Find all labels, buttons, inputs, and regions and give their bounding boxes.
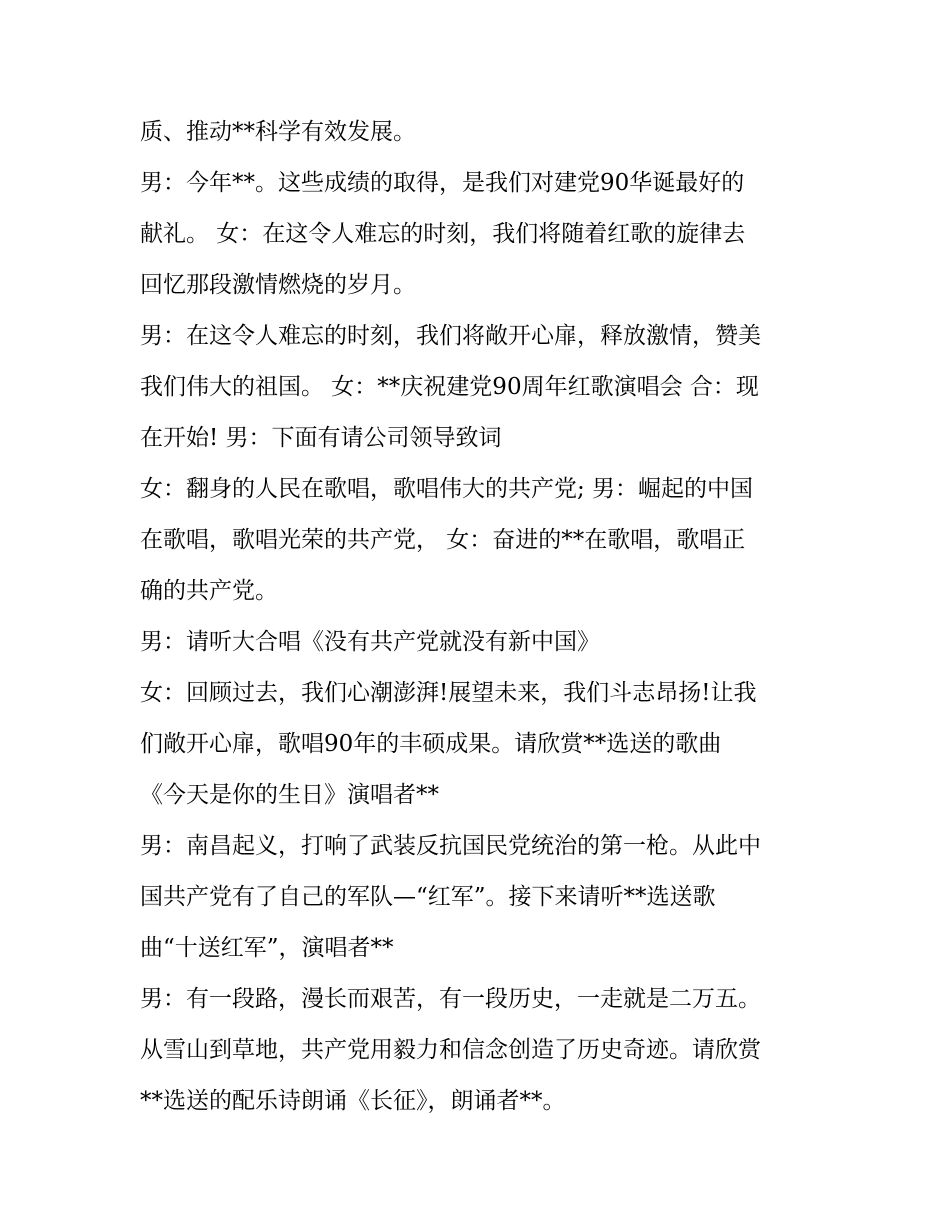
text-line: 在歌唱，歌唱光荣的共产党， 女：奋进的**在歌唱，歌唱正 bbox=[140, 527, 746, 553]
text-line: **选送的配乐诗朗诵《长征》，朗诵者**。 bbox=[140, 1088, 566, 1114]
text-line: 男：有一段路，漫长而艰苦，有一段历史，一走就是二万五。 bbox=[140, 986, 761, 1012]
document-body bbox=[140, 107, 830, 1127]
text-line: 在开始! 男：下面有请公司领导致词 bbox=[140, 425, 502, 451]
text-line: 回忆那段激情燃烧的岁月。 bbox=[140, 272, 416, 298]
text-line: 女：翻身的人民在歌唱，歌唱伟大的共产党; 男：崛起的中国 bbox=[140, 476, 754, 502]
text-line: 从雪山到草地，共产党用毅力和信念创造了历史奇迹。请欣赏 bbox=[140, 1037, 761, 1063]
text-line: 献礼。 女：在这令人难忘的时刻，我们将随着红歌的旋律去 bbox=[140, 221, 746, 247]
text-line: 男：南昌起义，打响了武装反抗国民党统治的第一枪。从此中 bbox=[140, 833, 761, 859]
text-line: 女：回顾过去，我们心潮澎湃!展望未来，我们斗志昂扬!让我 bbox=[140, 680, 757, 706]
text-line: 男：今年**。这些成绩的取得，是我们对建党90华诞最好的 bbox=[140, 170, 745, 196]
text-line: 《今天是你的生日》演唱者** bbox=[140, 782, 439, 808]
text-line: 男：请听大合唱《没有共产党就没有新中国》 bbox=[140, 629, 600, 655]
text-line: 质、推动**科学有效发展。 bbox=[140, 119, 416, 145]
text-line: 确的共产党。 bbox=[140, 578, 278, 604]
text-line: 男：在这令人难忘的时刻，我们将敞开心扉，释放激情，赞美 bbox=[140, 323, 761, 349]
text-line: 国共产党有了自己的军队—“红军”。接下来请听**选送歌 bbox=[140, 884, 716, 910]
text-line: 我们伟大的祖国。 女：**庆祝建党90周年红歌演唱会 合：现 bbox=[140, 374, 759, 400]
text-line: 们敞开心扉，歌唱90年的丰硕成果。请欣赏**选送的歌曲 bbox=[140, 731, 722, 757]
text-line: 曲“十送红军”，演唱者** bbox=[140, 935, 394, 961]
